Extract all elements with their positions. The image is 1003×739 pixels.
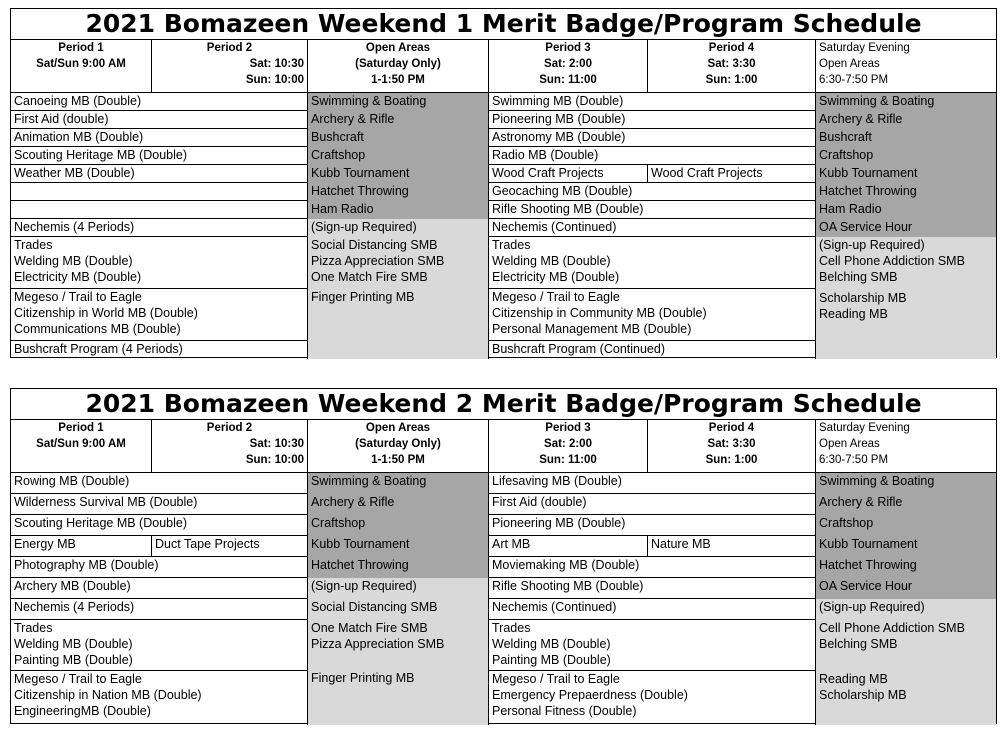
trades-cell [11,237,308,289]
header-text: Open Areas [365,422,431,434]
cell-line: Citizenship in Community MB (Double) [492,306,707,320]
header-text: Period 4 [708,422,755,434]
header-open-areas [308,420,489,473]
table-cell: Wood Craft Projects [648,165,816,183]
cell-line [311,652,485,670]
cell-line: Trades [492,238,531,252]
table-cell: Nechemis (Continued) [489,219,816,237]
cell-line: Archery & Rifle [311,495,395,509]
header-text: Saturday Evening [819,422,910,434]
trades-cell [11,620,308,671]
cell-line: Pizza Appreciation SMB [311,637,445,651]
header-text: Sat: 10:30 [249,438,304,450]
header-text: Sun: 10:00 [245,74,304,86]
trades-cell [489,237,816,289]
cell-line: Ham Radio [311,202,374,216]
header-text: Open Areas [365,42,431,54]
cell-line: Finger Printing MB [311,290,415,304]
megeso-cell [11,671,308,725]
cell-line: Painting MB (Double) [14,653,133,667]
cell-line: Craftshop [819,516,874,530]
cell-line: Welding MB (Double) [14,254,133,268]
evening-open-areas-group [816,473,996,599]
weekend1-schedule [10,8,997,358]
cell-line: Cell Phone Addiction SMB [819,621,965,635]
header-text: Sat: 2:00 [544,58,592,70]
cell-line: Painting MB (Double) [492,653,611,667]
table-cell: First Aid (double) [489,494,816,515]
header-text: Period 1 [58,42,104,54]
cell-line: Swimming & Boating [311,94,427,108]
cell-line: One Match Fire SMB [311,621,428,635]
table-cell: Nechemis (Continued) [489,599,816,620]
table-cell: Weather MB (Double) [11,165,308,183]
cell-line: Archery & Rifle [819,495,903,509]
cell-line: OA Service Hour [819,579,913,593]
header-text: Period 3 [545,422,591,434]
table-cell: Wood Craft Projects [489,165,648,183]
cell-line: Electricity MB (Double) [14,270,142,284]
header-text: 6:30-7:50 PM [819,74,889,86]
table-cell: Astronomy MB (Double) [489,129,816,147]
weekend2-title: 2021 Bomazeen Weekend 2 Merit Badge/Program Schedule [11,389,996,420]
table-cell: Scouting Heritage MB (Double) [11,147,308,165]
cell-line [819,652,993,671]
header-saturday-evening [816,40,996,93]
cell-line: (Sign-up Required) [819,238,925,252]
header-text: Saturday Evening [819,42,910,54]
cell-line: Trades [492,621,531,635]
cell-line: Megeso / Trail to Eagle [14,672,142,686]
cell-line: Craftshop [311,148,366,162]
header-period-3 [489,40,648,93]
cell-line: Hatchet Throwing [311,184,409,198]
cell-line: Reading MB [819,307,888,321]
header-text: Sat/Sun 9:00 AM [36,438,126,450]
table-cell: Rowing MB (Double) [11,473,308,494]
header-text: Open Areas [819,438,880,450]
cell-line: OA Service Hour [819,220,913,234]
header-period-3 [489,420,648,473]
cell-line: Belching SMB [819,637,898,651]
table-cell: Archery MB (Double) [11,578,308,599]
header-text: Sat: 10:30 [249,58,304,70]
header-period-1 [11,420,152,473]
cell-line: (Sign-up Required) [819,600,925,614]
table-cell: Wilderness Survival MB (Double) [11,494,308,515]
header-text: 1-1:50 PM [371,74,425,86]
table-cell: Canoeing MB (Double) [11,93,308,111]
cell-line: Emergency Prepaerdness (Double) [492,688,688,702]
table-cell: Lifesaving MB (Double) [489,473,816,494]
open-areas-group [308,473,489,578]
header-text: Period 2 [206,42,253,54]
header-text: Sat: 2:00 [544,438,592,450]
table-cell: Geocaching MB (Double) [489,183,816,201]
cell-line: Welding MB (Double) [14,637,133,651]
evening-signup-group [816,599,996,725]
table-cell [11,201,308,219]
cell-line: Hatchet Throwing [311,558,409,572]
table-cell [11,183,308,201]
header-text: (Saturday Only) [355,438,441,450]
cell-line: Pizza Appreciation SMB [311,254,445,268]
table-cell: Rifle Shooting MB (Double) [489,578,816,599]
header-text: Sun: 10:00 [245,454,304,466]
cell-line: Megeso / Trail to Eagle [492,672,620,686]
cell-line: Craftshop [819,148,874,162]
cell-line: Archery & Rifle [311,112,395,126]
cell-line: Reading MB [819,672,888,686]
table-cell: Moviemaking MB (Double) [489,557,816,578]
cell-line: Archery & Rifle [819,112,903,126]
cell-line: Bushcraft [819,130,872,144]
table-cell: Art MB [489,536,648,557]
weekend1-title: 2021 Bomazeen Weekend 1 Merit Badge/Program Schedule [11,9,996,40]
cell-line: Scholarship MB [819,291,907,305]
cell-line: Social Distancing SMB [311,600,438,614]
table-cell: Pioneering MB (Double) [489,515,816,536]
cell-line: Swimming & Boating [311,474,427,488]
cell-line: Swimming & Boating [819,94,935,108]
header-text: 1-1:50 PM [371,454,425,466]
cell-line: Personal Management MB (Double) [492,322,692,336]
header-text: Open Areas [819,58,880,70]
table-cell: Radio MB (Double) [489,147,816,165]
header-text: Sat: 3:30 [707,438,756,450]
table-cell: Swimming MB (Double) [489,93,816,111]
header-text: Sun: 1:00 [705,74,758,86]
header-text: Period 3 [545,42,591,54]
table-cell: Energy MB [11,536,152,557]
cell-line: Welding MB (Double) [492,637,611,651]
table-cell: Duct Tape Projects [152,536,308,557]
header-text: Sat: 3:30 [707,58,756,70]
cell-line: (Sign-up Required) [311,220,417,234]
cell-line: EngineeringMB (Double) [14,704,151,718]
open-areas-signup-group [308,578,489,725]
header-saturday-evening [816,420,996,473]
header-text: (Saturday Only) [355,58,441,70]
header-text: Sun: 1:00 [705,454,758,466]
cell-line: Kubb Tournament [311,537,410,551]
megeso-cell [489,289,816,341]
cell-line: One Match Fire SMB [311,270,428,284]
open-areas-group [308,93,489,219]
cell-line: Megeso / Trail to Eagle [492,290,620,304]
cell-line: Kubb Tournament [819,166,918,180]
cell-line: Hatchet Throwing [819,184,917,198]
header-period-1 [11,40,152,93]
open-areas-signup-group [308,219,489,359]
table-cell: Nechemis (4 Periods) [11,219,308,237]
header-period-4 [648,40,816,93]
cell-line: Cell Phone Addiction SMB [819,254,965,268]
table-cell: Nechemis (4 Periods) [11,599,308,620]
cell-line: Kubb Tournament [819,537,918,551]
header-period-2 [152,40,308,93]
table-cell: Pioneering MB (Double) [489,111,816,129]
weekend2-schedule [10,388,997,724]
header-text: Period 2 [206,422,253,434]
evening-open-areas-group [816,93,996,237]
table-cell: First Aid (double) [11,111,308,129]
cell-line: Electricity MB (Double) [492,270,620,284]
cell-line: Personal Fitness (Double) [492,704,637,718]
table-cell: Animation MB (Double) [11,129,308,147]
cell-line: Trades [14,238,53,252]
table-cell: Nature MB [648,536,816,557]
table-cell: Photography MB (Double) [11,557,308,578]
cell-line: Citizenship in Nation MB (Double) [14,688,202,702]
header-text: Sat/Sun 9:00 AM [36,58,126,70]
header-text: Period 1 [58,422,104,434]
cell-line: Social Distancing SMB [311,238,438,252]
header-text: Period 4 [708,42,755,54]
evening-signup-group [816,237,996,359]
cell-line: Craftshop [311,516,366,530]
header-text: 6:30-7:50 PM [819,454,889,466]
cell-line: Swimming & Boating [819,474,935,488]
cell-line: Ham Radio [819,202,882,216]
cell-line: Communications MB (Double) [14,322,181,336]
cell-line: Kubb Tournament [311,166,410,180]
megeso-cell [11,289,308,341]
cell-line: Belching SMB [819,270,898,284]
table-cell: Scouting Heritage MB (Double) [11,515,308,536]
cell-line: Trades [14,621,53,635]
cell-line: Finger Printing MB [311,671,415,685]
header-text: Sun: 11:00 [539,454,597,466]
trades-cell [489,620,816,671]
megeso-cell [489,671,816,725]
header-period-4 [648,420,816,473]
cell-line: Welding MB (Double) [492,254,611,268]
header-open-areas [308,40,489,93]
table-cell: Rifle Shooting MB (Double) [489,201,816,219]
cell-line: Scholarship MB [819,688,907,702]
cell-line: Bushcraft [311,130,364,144]
cell-line: Citizenship in World MB (Double) [14,306,198,320]
header-text: Sun: 11:00 [539,74,597,86]
header-period-2 [152,420,308,473]
cell-line: Hatchet Throwing [819,558,917,572]
table-cell: Bushcraft Program (4 Periods) [11,341,308,359]
table-cell: Bushcraft Program (Continued) [489,341,816,359]
cell-line: (Sign-up Required) [311,579,417,593]
cell-line: Megeso / Trail to Eagle [14,290,142,304]
